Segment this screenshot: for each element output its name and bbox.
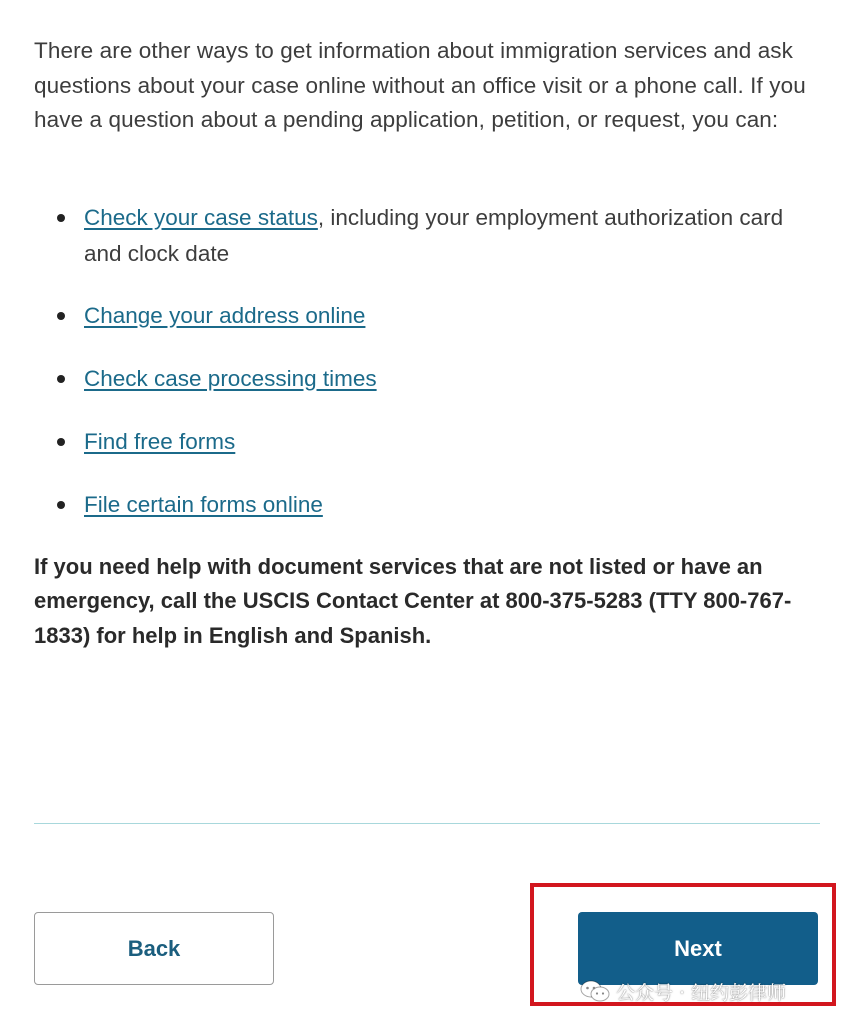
help-paragraph: If you need help with document services that are not listed or have an emergency, call the USCIS Contact Center at 800-375-5283 (TTY 800-767-1833) for help in English and Spanish. bbox=[34, 553, 792, 648]
list-item-suffix: , including your employment authorization card and clock date bbox=[84, 204, 784, 266]
divider bbox=[34, 823, 820, 824]
back-button-label: Back bbox=[127, 935, 181, 961]
next-button[interactable] bbox=[578, 912, 818, 985]
main-content bbox=[34, 34, 824, 653]
intro-paragraph: There are other ways to get information about immigration services and ask questions about your case online without an office visit or a phone call. If you have a question about a pending application, petition, or request, you can: bbox=[34, 38, 806, 132]
check-case-status-link[interactable]: Check your case status bbox=[84, 204, 318, 230]
list-item bbox=[34, 361, 824, 397]
list-item bbox=[34, 298, 824, 334]
watermark-text: 公众号 · 纽约彭律师 bbox=[616, 981, 787, 1004]
watermark bbox=[580, 976, 786, 1006]
back-button[interactable] bbox=[34, 912, 274, 985]
list-item bbox=[34, 424, 824, 460]
list-item bbox=[34, 200, 824, 272]
change-address-link[interactable]: Change your address online bbox=[84, 302, 366, 328]
self-service-links-list bbox=[34, 200, 824, 523]
check-processing-times-link[interactable]: Check case processing times bbox=[84, 365, 377, 391]
wechat-icon bbox=[580, 980, 610, 1002]
file-forms-online-link[interactable]: File certain forms online bbox=[84, 491, 323, 517]
next-button-label: Next bbox=[674, 935, 722, 961]
list-item bbox=[34, 487, 824, 523]
find-free-forms-link[interactable]: Find free forms bbox=[84, 428, 236, 454]
